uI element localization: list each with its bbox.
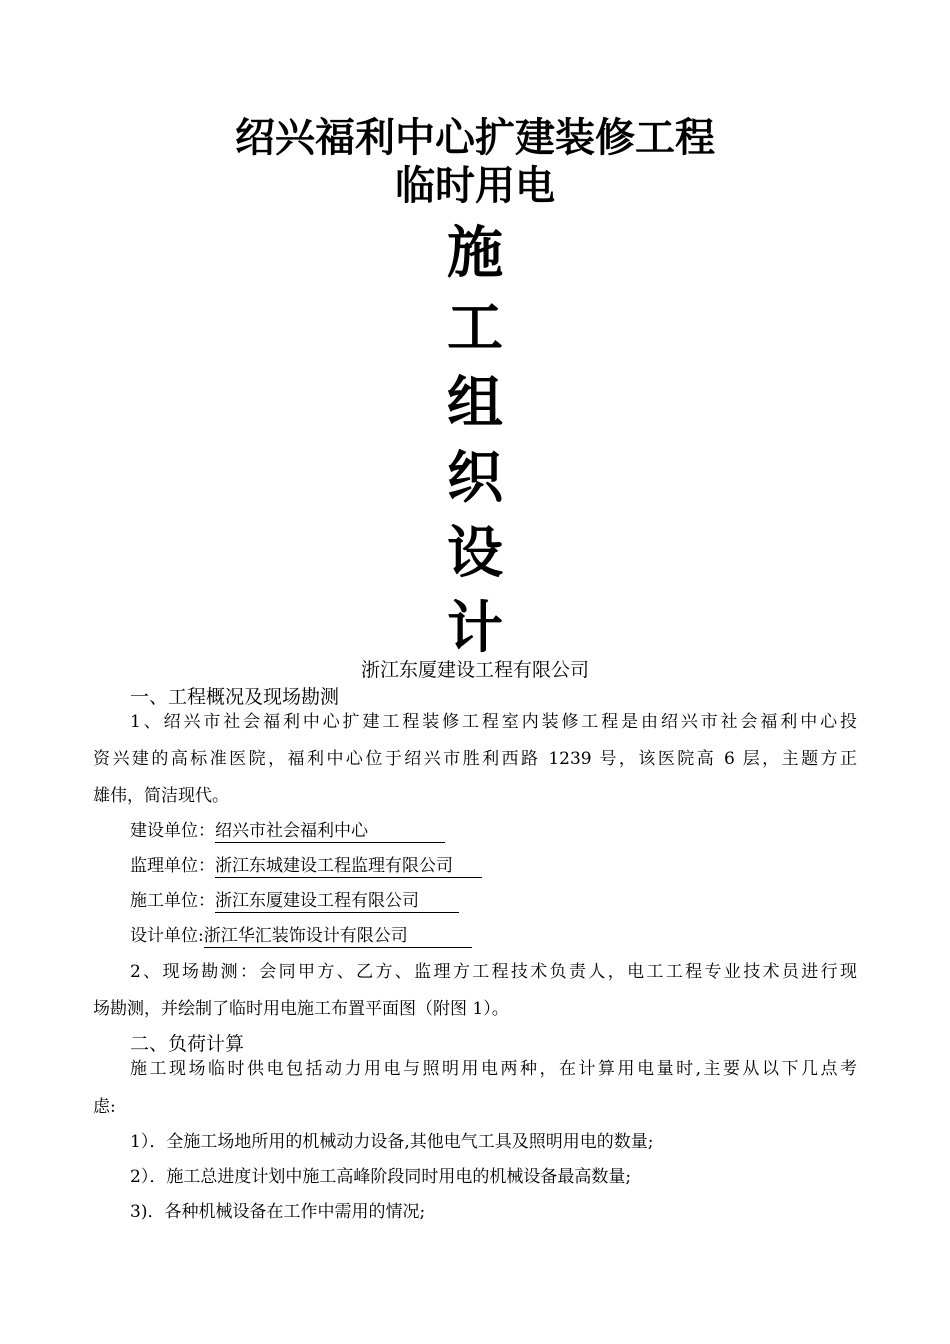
section2-item: 1）．全施工场地所用的机械动力设备,其他电气工具及照明用电的数量;: [130, 1132, 654, 1152]
section2-item: 3)．各种机械设备在工作中需用的情况;: [130, 1202, 426, 1222]
title-vertical-char: 组: [447, 371, 503, 436]
unit-value: 浙江华汇装饰设计有限公司: [204, 925, 472, 948]
section2-item: 2）．施工总进度计划中施工高峰阶段同时用电的机械设备最高数量;: [130, 1167, 632, 1187]
unit-row-contractor: [130, 890, 459, 913]
unit-label: 施工单位：: [130, 891, 215, 911]
section1-para1-line: 雄伟，简洁现代。: [93, 786, 229, 806]
section2-intro-line: 虑:: [93, 1097, 116, 1117]
section2-intro-line: 施工现场临时供电包括动力用电与照明用电两种，在计算用电量时,主要从以下几点考: [130, 1059, 857, 1079]
title-vertical-char: 设: [447, 521, 503, 586]
title-vertical-char: 施: [447, 221, 503, 286]
section1-para2-line: 场勘测，并绘制了临时用电施工布置平面图（附图 1）。: [93, 999, 509, 1019]
unit-label: 建设单位：: [130, 821, 215, 841]
section1-para1-line: 1、绍兴市社会福利中心扩建工程装修工程室内装修工程是由绍兴市社会福利中心投: [130, 712, 857, 732]
unit-value: 绍兴市社会福利中心: [215, 820, 445, 843]
section1-para1-line: 资兴建的高标准医院，福利中心位于绍兴市胜利西路 1239 号，该医院高 6 层，主题方正: [93, 749, 857, 769]
title-vertical-char: 工: [447, 296, 503, 361]
document-title-line1: 绍兴福利中心扩建装修工程: [235, 115, 715, 161]
unit-row-supervision: [130, 855, 482, 878]
section2-heading: 二、负荷计算: [130, 1033, 245, 1055]
unit-row-design: [130, 925, 472, 948]
title-vertical-char: 织: [447, 446, 503, 511]
company-name: 浙江东厦建设工程有限公司: [360, 659, 589, 681]
unit-row-construction: [130, 820, 445, 843]
title-vertical-char: 计: [447, 596, 503, 661]
unit-value: 浙江东城建设工程监理有限公司: [215, 855, 482, 878]
unit-label: 监理单位：: [130, 856, 215, 876]
unit-label: 设计单位:: [130, 926, 204, 946]
section1-heading: 一、工程概况及现场勘测: [130, 686, 340, 708]
document-title-line2: 临时用电: [395, 163, 555, 209]
unit-value: 浙江东厦建设工程有限公司: [215, 890, 459, 913]
section1-para2-line: 2、现场勘测：会同甲方、乙方、监理方工程技术负责人，电工工程专业技术员进行现: [130, 962, 857, 982]
